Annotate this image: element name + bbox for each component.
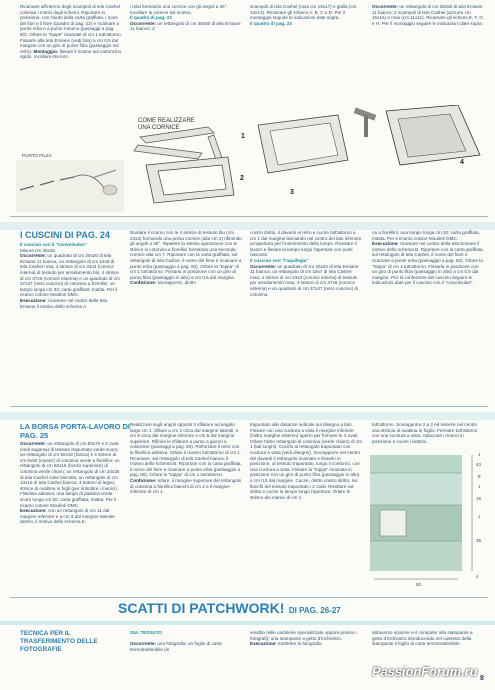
col4-mid-body: na a fiorellini; una lampo lunga cm 20; carta graffiata, matita. Per il ricamo cotone Mouliné DMC. xyxy=(372,230,480,241)
col3-bottom-exe-text: trasferire la fotografia xyxy=(278,641,322,647)
dim-1-mid: 1 xyxy=(478,484,481,489)
cuscino2-occ-text: un quadrato di cm 20x20 di tela Emiane 11 bianca; un rettangolo di cm 19x7 di tela Cashel rosa; 4 strisce di cm 23x3 (cornice interna) di tessuto per arredamento rosa; 4 strisce di cm 37x9 (cornice esterna) e un quadrato di cm 37x37 (retro cuscino) di cotonina xyxy=(250,263,359,297)
col1-montaggio-label: Montaggio: xyxy=(33,48,59,54)
col3-top-body: scampoli di tela Cashel (rosa cm 15x17) e gialla (cm 14x13). Ricamare gli schemi A, B, C e D. Per il montaggio seguire le indicazioni date sopra. xyxy=(250,4,357,21)
punto-filza-label: PUNTO FILZA xyxy=(22,153,52,158)
dim-15: 15 xyxy=(476,496,482,501)
col3-mid-text xyxy=(250,230,362,297)
col2-low-body: Realizzare sugli angoli opposti 2 sfilature ad angolo largo cm 1. Sfilare a cm 2 circa dal margine laterali, e cm 8 circa dal margine inferiore e cm 5 dal margine superiore. Rifinire le sfilature a punto a giorno a colonnine (passaggi a pag. 84). Rinforzare il retro con la fliselina adesiva. Orlare il ricamo tutt'attorno di cm 1. Ricamare, sul rettangolo di tela Cashel bianca, il motivo dello schema B. Riportare con la carta graffiata, il nome del fiore e ricamare a punto erba (passaggio a pag. 80). Orlare la "toppa" di cm 1 tutt'attorno. xyxy=(130,422,242,478)
col4-bottom-text xyxy=(372,630,484,647)
cornice-num-4: 4 xyxy=(460,159,464,166)
cornice-step2-frame xyxy=(146,157,234,203)
borsa-diagram xyxy=(370,455,488,585)
quadro-22-occ-label: Occorrente: xyxy=(130,20,157,26)
col2-bottom-text xyxy=(130,630,242,652)
borsa-text xyxy=(20,441,122,525)
col2-top-text xyxy=(130,4,242,32)
col2-mid-body: Bordare il ricamo con le 4 strisce di tessuto blu (cm 23x3) formando una prima cornice (alta cm 2) rifinendo gli angoli a 45°. Ripetere la stessa operazione con le strisce in cotonina a fiorellini formando una seconda cornice alta cm 7. Riportare con la carta graffiata, sul rettangolo di tela Cashel, il nome del fiore e ricamare a punto erba (passaggio a pag. 80). Orlare la "toppa" di cm 1 tutt'attorno. Fissarla in posizione con un giro di punto filza (passaggio in alto) a cm 0,5 dal margine. xyxy=(130,230,242,280)
tecnica-title: TECNICA PER IL TRASFERIMENTO DELLE FOTOGRAFIE xyxy=(20,630,98,653)
col1-top-text xyxy=(20,4,122,60)
cuscino1-occ-text: un quadrato di cm 20x20 di tela Emiane 11 bianca; un rettangolo di cm 12x6 di tela Cashel rosa; 4 strisce di cm 23x3 (cornice interna) di tessuto per arredamento blu; 4 strisce di cm 37x9 (cornice esterna) e un quadrato di cm 37x37 (retro cuscino) di cotonina a fiorellini; un lampo lunga cm 33; carta graffiata; matita. Per il ricamo cotone Mouliné DMC. xyxy=(20,253,120,298)
quadro-23-occ-label: Occorrente: xyxy=(372,4,399,9)
dim-43: 43 xyxy=(476,462,482,467)
punto-filza-illustration xyxy=(16,160,124,212)
col2-mid-conf-label: Confezione: xyxy=(130,280,157,286)
col3-low-body: trapuntato alle distanze indicate sul disegno a lato. Fissare con una cucitura a vista il margine inferiore (l'altro margine esterno) aperto per formare le 2 ovali. Orlare l'altro rettangolo di cotonina (verde chiaro) di cm 1 (lati lunghi). Cucirlo al rettangolo trapuntato con cucitura a vista (vedi disegno). Sovrapporre nel centro del davanti il rettangolo ricamato e fissarlo in posizione, al tessuto trapuntato, lungo il contorno, con una cucitura a vista. Fissare la "toppa" ricamata in posizione con un giro di punto filza (passaggio in alto) a cm 0,5 dal margine. Cucire, diritto contro diritto, sui fianchi del tessuto trapuntato i 2 ovali. Rivoltare sul diritto e cucire la lampo lungo l'apertura. Orlare le strisce dei manici di cm 1 xyxy=(250,422,362,500)
col2-low-conf-label: Confezione: xyxy=(130,477,157,483)
borsa-title: LA BORSA PORTA-LAVORO DI PAG. 25 xyxy=(20,422,130,440)
borsa-exe-label: Esecuzione: xyxy=(20,508,47,514)
page-number: 8 xyxy=(480,675,484,682)
scatti-title: SCATTI DI PATCHWORK! xyxy=(118,600,285,616)
section-band-borsa xyxy=(0,412,495,420)
cornice-num-3: 3 xyxy=(290,189,294,196)
cuscino1-exe-label: Esecuzione: xyxy=(20,297,47,303)
dim-4: 4 xyxy=(476,574,479,579)
col3-bottom-text xyxy=(250,630,362,647)
col4-bottom-body: attraverso scanner e il computer alla stampante a getto d'inchiostro introducendo nel cassetto della stampante il foglio di carta termotrasferibile. xyxy=(372,630,473,647)
borsa-occ-text: un rettangolo di cm 50x70 e 2 ovali (vedi sagoma) di tessuto trapuntato verde scuro; un rettangolo di cm 50x18 (fascia) e 4 strisce di cm 6x80 (manici) di cotonina verde a fiorellini; un rettangolo di cm 50x15 (bordo superiore) di cotonina verde chiaro; un rettangolo di cm 24x35 di tela Cashel color biscotto; un rettangolo di cm 13x15 di tela Cashel bianca; 4 bottoni di legno; strisce di ovattina in fogli (per imbottire i manici). Fliselina adesiva; una lampo di plastica verde scuro lunga cm 50; carta graffiata; matita. Per il ricamo cotone Mouliné DMC. xyxy=(20,441,120,508)
quadro-22-occ-text: un rettangolo di cm 38x50 di tela Emiane 11 bianco; 2 xyxy=(130,20,241,32)
cuscino1-exe-text: ricamare nel centro della tela Emiane il motivo dello schema A. xyxy=(20,297,108,309)
col3-top-text xyxy=(250,4,362,26)
tessuto-title: SUL TESSUTO xyxy=(130,630,162,635)
col4-mid-exe-text: ricamare nel centro della tela Emiane il motivo dello schema B. Riportare con la carta graffiata, sul rettangolo di tela Cashel, il nome del fiore e ricamare a punto erba (passaggio a pag. 80). Orlare la "toppa" di cm 1 tutt'attorno. Fissarla in posizione con un giro di punto filza (passaggio in alto) a cm 0,5 dal margine. Per la confezione del cuscino seguire le indicazioni date per il cuscino con il "convolvulus". xyxy=(372,241,484,286)
dim-50: 50 xyxy=(416,582,422,587)
scatti-heading xyxy=(118,600,341,618)
dim-1-top: 1 xyxy=(478,452,481,457)
col2-low-conf-text: orlare, il margine superiore del rettangolo di cotonina a fiorellini bianchi di cm 2 e il margine inferiore di cm 1. xyxy=(130,477,242,495)
col3-bottom-body: vendita nelle cartolerie specializzate oppure presso i fotografi); una stampante a getto d'inchiostro. xyxy=(250,630,357,641)
watermark: PassionForum.ru xyxy=(372,664,478,679)
divider-3 xyxy=(10,597,488,598)
section-band-scatti xyxy=(0,621,495,625)
cuscini-title: I CUSCINI DI PAG. 24 xyxy=(20,230,110,240)
tessuto-occ-text: una fotografia; un foglio di carta termotrasferibile (in xyxy=(130,641,222,652)
cuscino2-title: Il cuscino con "l'aquilegia" xyxy=(250,257,309,263)
cornice-step3 xyxy=(258,107,376,173)
borsa-exe-text: con un rettangolo di cm 11 dal margine inferiore e a cm 3 dal margine laterale destro, il motivo dello schema E. xyxy=(20,508,115,525)
col4-mid-exe-label: Esecuzione: xyxy=(372,241,399,247)
col3-mid-body: contro diritto, il davanti al retro e cucire tutt'attorno a cm 1 dal margine lasciando nel centro del lato inferiore un'apertura per l'inserimento della lampo. Rivoltare il lavoro e fissare la lampo lungo l'apertura con punti nascosti. xyxy=(250,230,362,258)
borsa-occ-label: Occorrente: xyxy=(20,441,47,446)
col4-mid-text xyxy=(372,230,484,286)
cornice-illustration xyxy=(128,105,488,205)
cornice-step4-finished xyxy=(386,105,480,165)
col2-low-text xyxy=(130,422,242,495)
dim-35: 35 xyxy=(476,538,482,543)
come-realizzare-label: COME REALIZZARE UNA CORNICE xyxy=(138,118,195,131)
scatti-subtitle: DI PAG. 26-27 xyxy=(288,606,341,615)
col3-bottom-exe-label: Esecuzione: xyxy=(250,641,277,647)
dim-1-low: 1 xyxy=(478,514,481,519)
col2-top-body: i telai formando una cornice con gli angoli a 45°. Incollare la cornice sul ricamo. xyxy=(130,4,228,15)
cuscino1-title: Il cuscino con il "convolvulus" xyxy=(20,242,87,247)
col1-montaggio-text: fissare il ricamo sul cartoncino rigido. Incollare itra loro xyxy=(20,48,122,60)
cuscino1-occ-label: Occorrente: xyxy=(20,253,47,259)
quadro-23-title: Il quadro di pag. 23 xyxy=(250,20,292,26)
divider-1 xyxy=(10,216,488,217)
col1-top-body: Ricamare all'interno degli scampoli di tela Cashel colorata i motivi degli schemi. Riportare in posizione, con l'aiuto della carta graffiata, i nomi dei fiori e il fiore (quadro di pag. 22) e ricamare a punto erba e a punto rumeno (passaggi a pag. 80). Orlare le "toppe" ricamate di cm 1 tutt'attorno. Fissarle alla tela Emiane (vedi foto) a cm 0,5 dal margine con un giro di punto filza (passaggio sul retro). xyxy=(20,4,122,54)
quadro-22-title: Il quadro di pag. 22 xyxy=(130,15,172,21)
quadro-23-occ-text: un rettangolo di cm 38x50 di tela Emiane 11 bianco; 2 scampoli di tela Cashel (azzurra cm 15x16) e rosa (cm 11x11). Ricamare gli schemi E, F, G e H. Per il montaggio seguire le indicazioni date sopra. xyxy=(372,4,484,26)
col4-low-text xyxy=(372,422,484,444)
cuscino2-occ-label: Occorrente: xyxy=(250,263,277,269)
col4-top-text xyxy=(372,4,484,26)
section-band-cuscini xyxy=(0,222,495,230)
col4-low-body: tutt'attorno. Sovrapporre 2 a 2 ed inserire nel centro una striscia di ovattina in foglio. Fermare tutt'attorno con una cucitura a vista. Attaccare i manici in posizione e cucire i bottoni. xyxy=(372,422,478,444)
cuscino1-misure: Misura cm 35x35. xyxy=(20,247,57,253)
tessuto-occ-label: Occorrente: xyxy=(130,641,157,647)
cornice-num-2: 2 xyxy=(240,175,244,182)
divider-2 xyxy=(10,406,488,407)
dim-8: 8 xyxy=(478,474,481,479)
col2-mid-conf-text: sovrapporre, diritto xyxy=(157,280,196,286)
col3-low-text xyxy=(250,422,362,500)
cuscino1-text xyxy=(20,242,122,309)
cornice-num-1: 1 xyxy=(241,133,245,140)
col2-mid-text xyxy=(130,230,242,286)
